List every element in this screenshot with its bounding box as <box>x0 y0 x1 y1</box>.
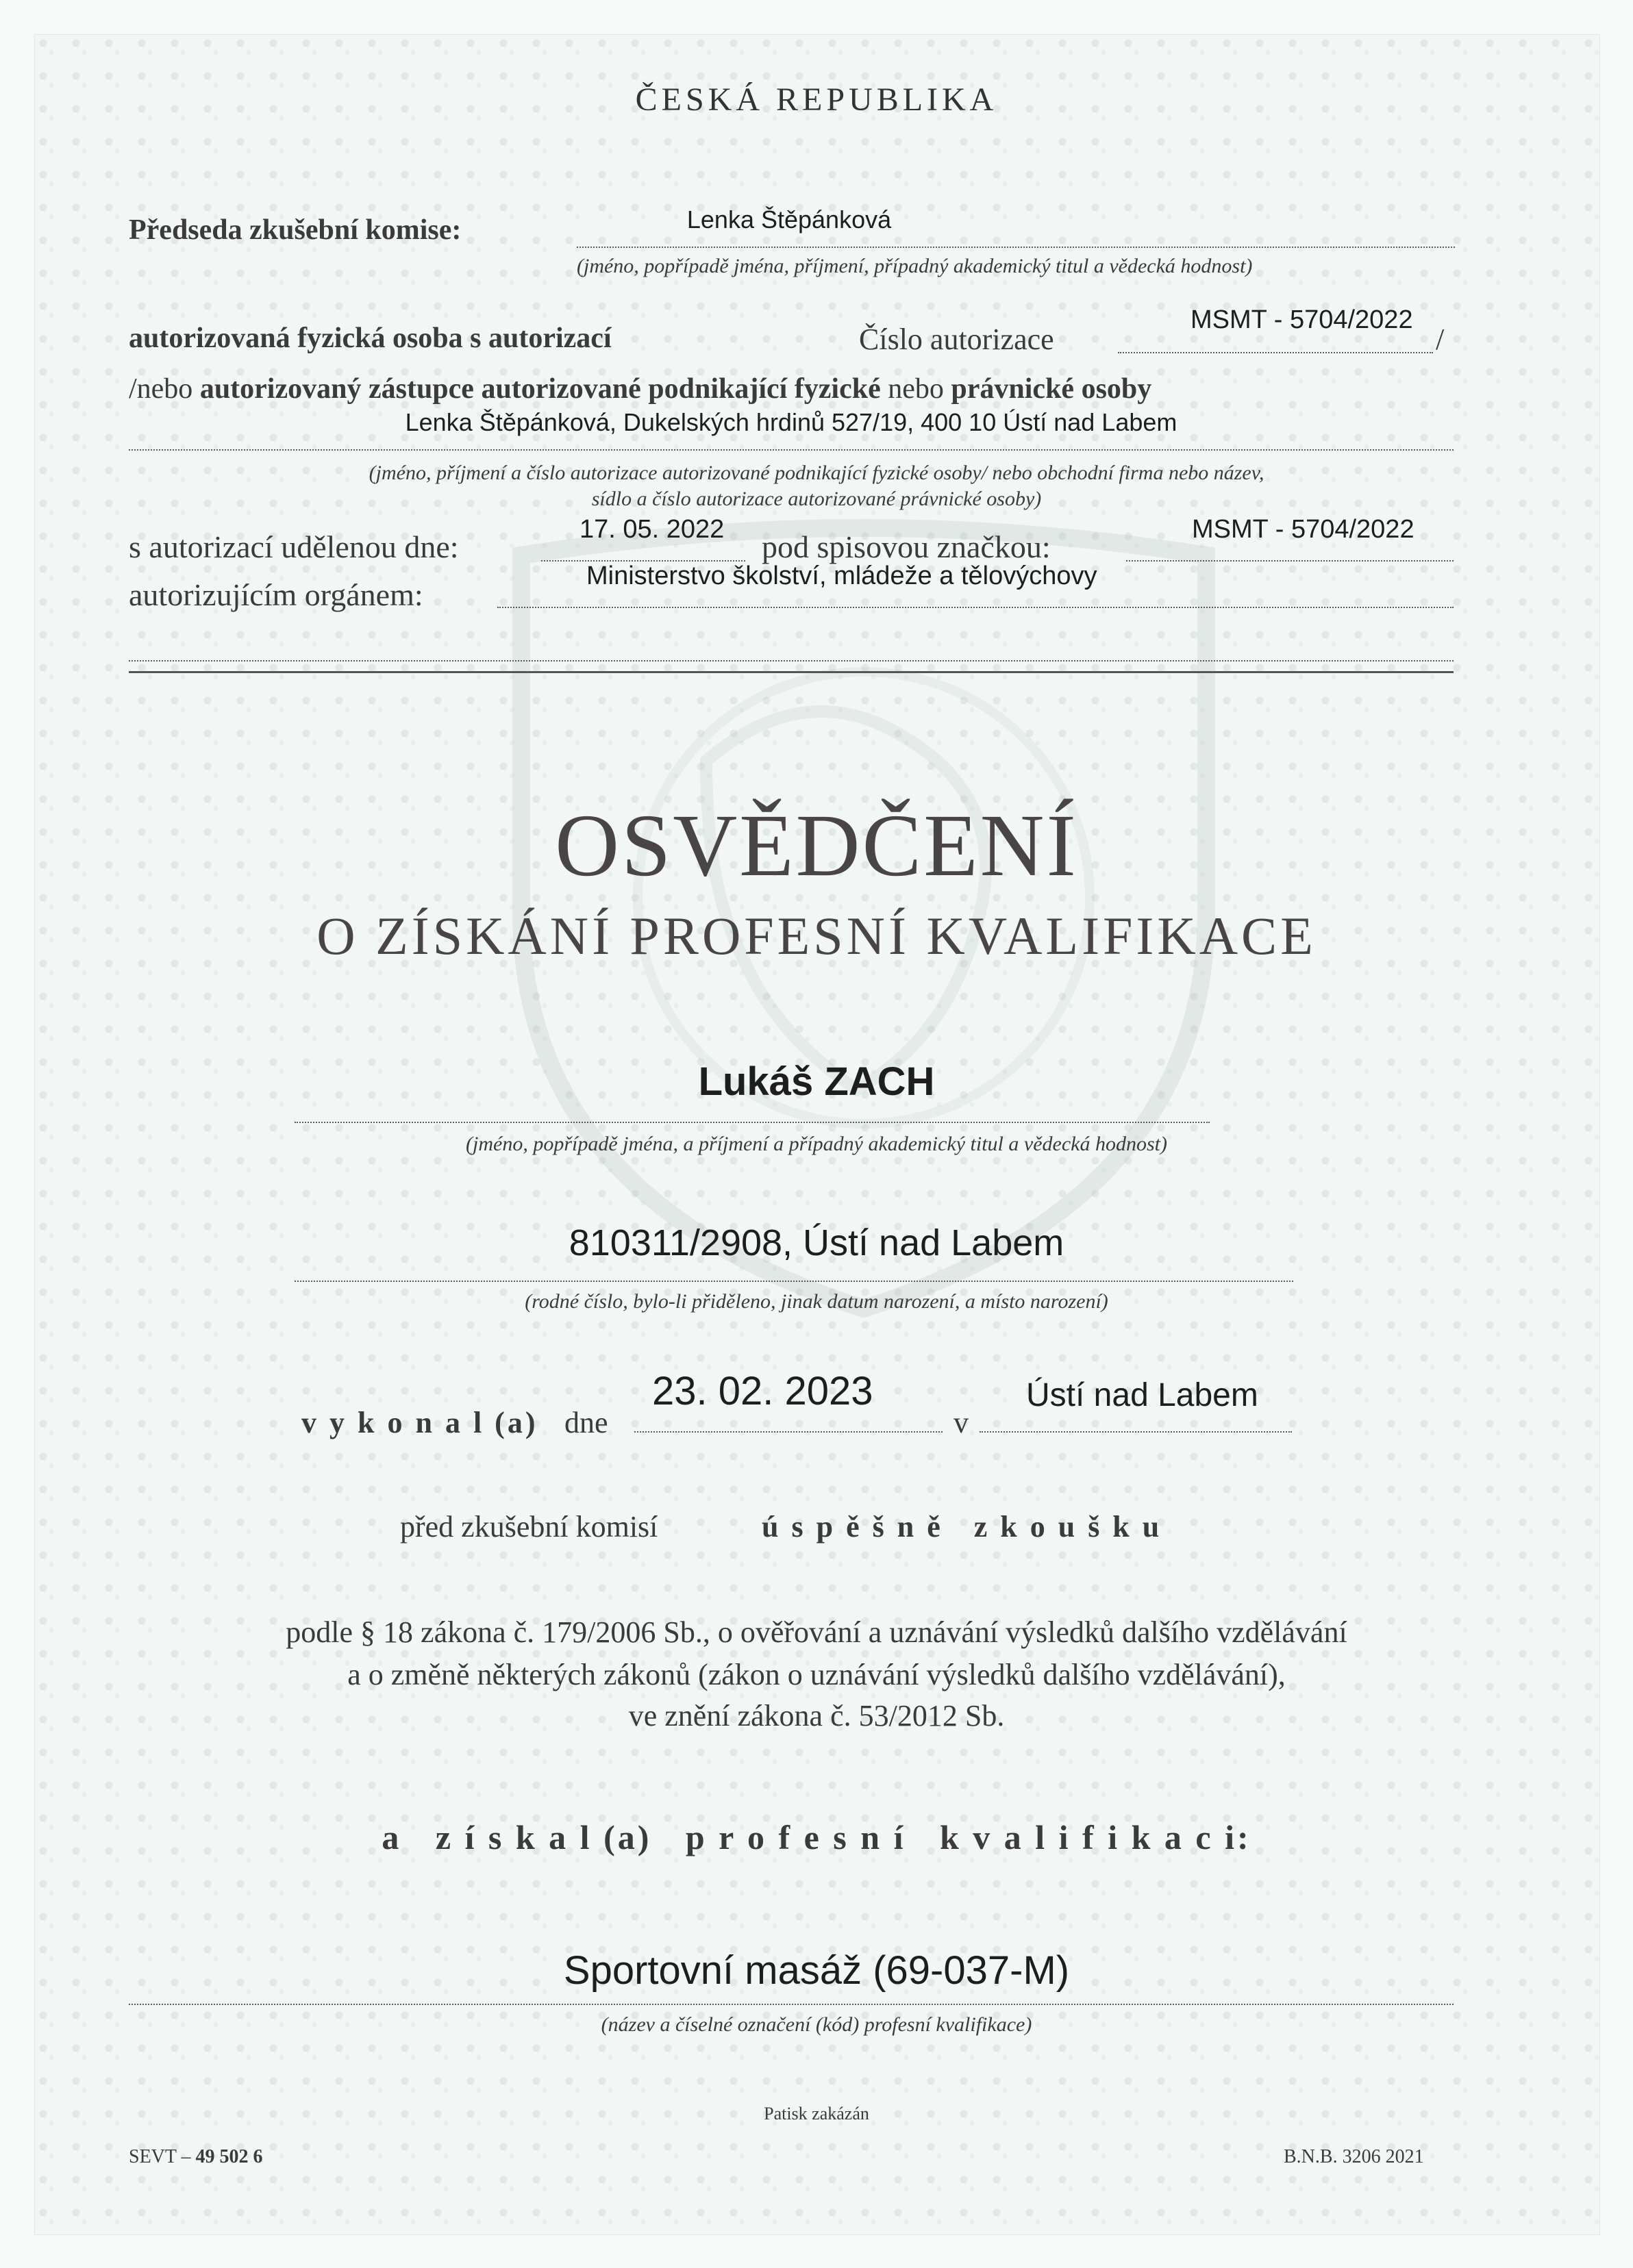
legal-person-label: právnické osoby <box>951 373 1152 405</box>
qualification-caption: (název a číselné označení (kód) profesní kvalifikace) <box>601 2013 1032 2036</box>
authorized-person-label: autorizovaná fyzická osoba s autorizací <box>129 323 612 354</box>
place-label: v <box>953 1406 969 1439</box>
success-label: ú s p ě š n ě z k o u š k u <box>762 1510 1162 1544</box>
law-line-1: podle § 18 zákona č. 179/2006 Sb., o ověřování a uznávání výsledků dalšího vzdělávání <box>286 1615 1347 1649</box>
entity-line <box>129 449 1454 451</box>
state-emblem-watermark <box>419 473 1309 1336</box>
slash: / <box>1436 323 1445 356</box>
certificate-title: OSVĚDČENÍ <box>555 796 1078 895</box>
law-line-3: ve znění zákona č. 53/2012 Sb. <box>628 1699 1005 1732</box>
file-number-label: pod spisovou značkou: <box>762 529 1051 564</box>
or-prefix: /nebo <box>129 373 193 405</box>
printer-code: B.N.B. 3206 2021 <box>1284 2146 1424 2167</box>
qualification-heading: a z í s k a l (a) p r o f e s n í k v a l i f i k a c i: <box>382 1818 1251 1856</box>
holder-name-caption: (jméno, popřípadě jména, a příjmení a případný akademický titul a vědecká hodnost) <box>466 1133 1167 1155</box>
reprint-notice: Patisk zakázán <box>764 2104 869 2124</box>
file-number-line <box>1126 560 1454 562</box>
holder-name: Lukáš ZACH <box>698 1059 935 1104</box>
form-code-prefix: SEVT – <box>129 2146 191 2167</box>
holder-birth: 810311/2908, Ústí nad Labem <box>569 1222 1064 1263</box>
passed-label: v y k o n a l (a) <box>301 1406 538 1439</box>
granted-label: s autorizací udělenou dne: <box>129 529 459 564</box>
authorization-number-line <box>1118 352 1433 353</box>
chairman-name: Lenka Štěpánková <box>686 205 892 234</box>
authority-line <box>497 607 1454 608</box>
exam-date-line <box>634 1431 943 1433</box>
entity-caption-2: sídlo a číslo autorizace autorizované právnické osoby) <box>591 488 1042 510</box>
or-word: nebo <box>888 373 944 405</box>
authority-label: autorizujícím orgánem: <box>129 577 423 612</box>
date-label: dne <box>564 1406 608 1439</box>
blank-line <box>129 660 1454 662</box>
before-committee-label: před zkušební komisí <box>400 1510 658 1544</box>
form-code-number: 49 502 6 <box>195 2146 263 2167</box>
chairman-line <box>577 247 1455 248</box>
qualification-name: Sportovní masáž (69-037-M) <box>563 1948 1070 1993</box>
law-line-2: a o změně některých zákonů (zákon o uznávání výsledků dalšího vzdělávání), <box>347 1658 1286 1691</box>
chairman-label: Předseda zkušební komise: <box>129 214 462 246</box>
exam-place-line <box>980 1431 1292 1433</box>
holder-birth-line <box>295 1281 1293 1282</box>
certificate-subtitle: O ZÍSKÁNÍ PROFESNÍ KVALIFIKACE <box>316 906 1317 966</box>
authorization-line2 <box>129 373 1151 405</box>
chairman-caption: (jméno, popřípadě jména, příjmení, případný akademický titul a vědecká hodnost) <box>577 255 1253 277</box>
authority-value: Ministerstvo školství, mládeže a tělovýchovy <box>586 562 1097 590</box>
form-code <box>129 2146 263 2168</box>
section-divider <box>129 671 1454 673</box>
exam-place: Ústí nad Labem <box>1026 1377 1258 1413</box>
authorization-number-label: Číslo autorizace <box>859 323 1054 356</box>
qualification-line <box>129 2004 1454 2005</box>
holder-name-line <box>295 1122 1210 1123</box>
exam-date: 23. 02. 2023 <box>652 1369 873 1413</box>
authorized-entity: Lenka Štěpánková, Dukelských hrdinů 527/19, 400 10 Ústí nad Labem <box>405 408 1177 436</box>
file-number: MSMT - 5704/2022 <box>1192 515 1414 544</box>
authorized-representative-label: autorizovaný zástupce autorizované podnikající fyzické <box>199 373 881 405</box>
granted-date: 17. 05. 2022 <box>579 515 725 544</box>
holder-birth-caption: (rodné číslo, bylo-li přiděleno, jinak datum narození, a místo narození) <box>525 1290 1108 1313</box>
authorization-number: MSMT - 5704/2022 <box>1191 305 1413 334</box>
entity-caption-1: (jméno, příjmení a číslo autorizace autorizované podnikající fyzické osoby/ nebo obchodní firma nebo název, <box>369 462 1264 484</box>
country-heading: ČESKÁ REPUBLIKA <box>635 81 998 118</box>
